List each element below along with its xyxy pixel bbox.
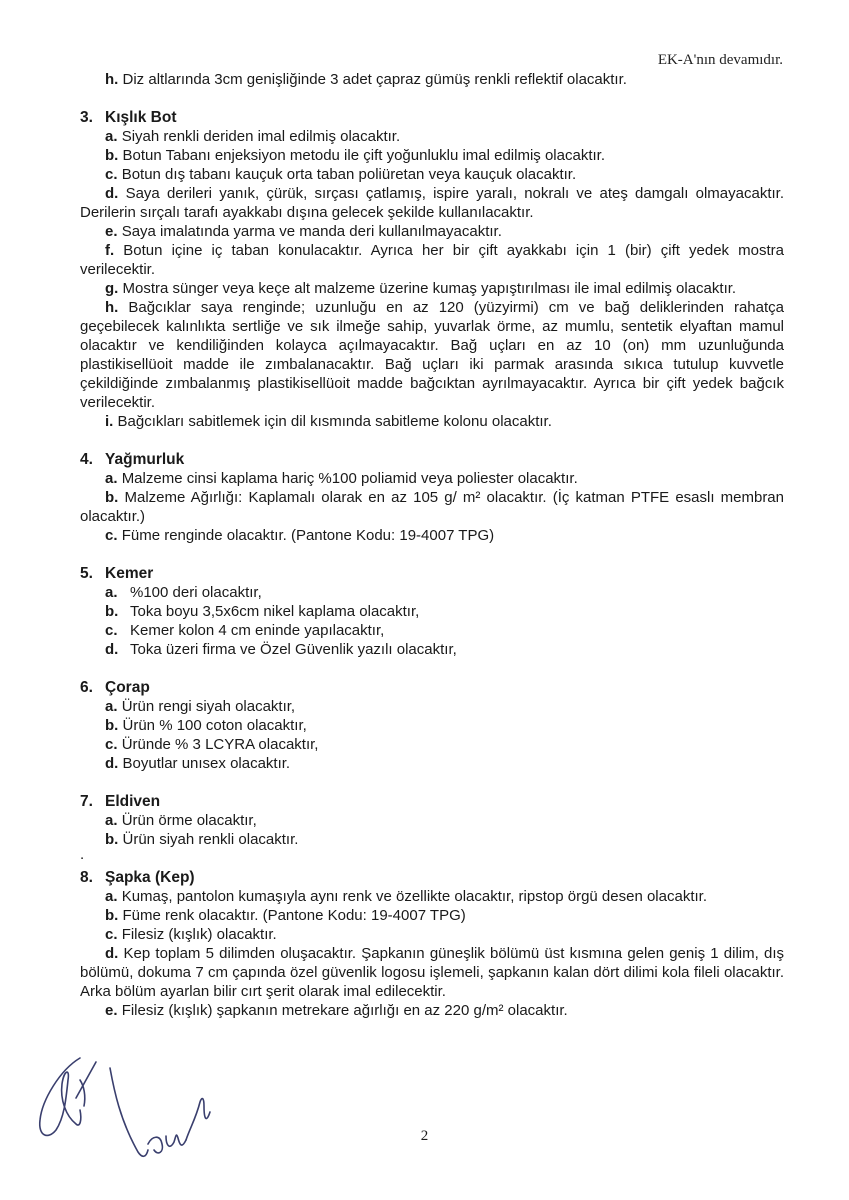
list-item: a. Kumaş, pantolon kumaşıyla aynı renk ve özellikte olacaktır, ripstop örgü desen olacaktır.: [105, 888, 707, 905]
list-item: d. Kep toplam 5 dilimden oluşacaktır. Şapkanın güneşlik bölümü üst kısmına gelen geniş 1 dilim, dış bölümü, dokuma 7 cm çapında özel güvenlik logosu işlemeli, şapkanın kalan dört dilimi kola fileli olacaktır. Arka bölüm ayarlan bilir cırt şerit olarak imal edilecektir.: [80, 945, 784, 1000]
list-item: h. Bağcıklar saya renginde; uzunluğu en az 120 (yüzyirmi) cm ve bağ deliklerinden rahatça geçebilecek kalınlıkta sertliğe ve sık ilmeğe sahip, yuvarlak örme, az mumlu, sentetik elyaftan mamul olacaktır ve kendiliğinden kolayca açılmayacaktır. Bağ uçları en az 10 (on) mm uzunluğunda plastikisellüoit madde ile zımbalanacaktır. Bağ uçları iki parmak arasında sıkıca tutulup kuvvetle çekildiğinde zımbalanmış plastikisellüoit madde bağcıktan ayrılmayacaktır. Ayrıca bir çift yedek bağcık verilecektir.: [80, 299, 784, 411]
list-item: d. Toka üzeri firma ve Özel Güvenlik yazılı olacaktır,: [105, 641, 457, 658]
list-item: c. Üründe % 3 LCYRA olacaktır,: [105, 736, 319, 753]
list-item: a. %100 deri olacaktır,: [105, 584, 262, 601]
section-title: 4. Yağmurluk: [80, 451, 185, 468]
list-item: c. Botun dış tabanı kauçuk orta taban poliüretan veya kauçuk olacaktır.: [105, 166, 577, 183]
annex-continuation-note: EK-A'nın devamıdır.: [657, 52, 783, 68]
list-item: e. Filesiz (kışlık) şapkanın metrekare ağırlığı en az 220 g/m² olacaktır.: [105, 1002, 568, 1019]
list-item: a. Malzeme cinsi kaplama hariç %100 poliamid veya poliester olacaktır.: [105, 470, 578, 487]
list-item: g. Mostra sünger veya keçe alt malzeme üzerine kumaş yapıştırılması ile imal edilmiş olacaktır.: [105, 280, 737, 297]
list-item: c. Filesiz (kışlık) olacaktır.: [105, 926, 277, 943]
list-item: i. Bağcıkları sabitlemek için dil kısmında sabitleme kolonu olacaktır.: [105, 413, 552, 430]
section-yagmurluk: [80, 450, 784, 545]
list-item: b. Malzeme Ağırlığı: Kaplamalı olarak en az 105 g/ m² olacaktır. (İç katman PTFE esaslı membran olacaktır.): [80, 489, 784, 525]
list-item: c. Kemer kolon 4 cm eninde yapılacaktır,: [105, 622, 385, 639]
list-item: b. Füme renk olacaktır. (Pantone Kodu: 19-4007 TPG): [105, 907, 466, 924]
list-item: f. Botun içine iç taban konulacaktır. Ayrıca her bir çift ayakkabı için 1 (bir) çift yedek mostra verilecektir.: [80, 242, 784, 278]
list-item: b. Botun Tabanı enjeksiyon metodu ile çift yoğunluklu imal edilmiş olacaktır.: [105, 147, 605, 164]
list-item: a. Ürün rengi siyah olacaktır,: [105, 698, 296, 715]
list-item: e. Saya imalatında yarma ve manda deri kullanılmayacaktır.: [105, 223, 502, 240]
list-item: b. Toka boyu 3,5x6cm nikel kaplama olacaktır,: [105, 603, 420, 620]
section-sapka: [80, 868, 784, 1020]
page-number: 2: [420, 1128, 429, 1144]
list-item: h. Diz altlarında 3cm genişliğinde 3 adet çapraz gümüş renkli reflektif olacaktır.: [105, 71, 627, 88]
list-item: b. Ürün % 100 coton olacaktır,: [105, 717, 307, 734]
handwritten-signature: [20, 1040, 240, 1180]
section-eldiven: [80, 792, 784, 868]
list-item: b. Ürün siyah renkli olacaktır.: [105, 831, 299, 848]
section-kemer: [80, 564, 784, 659]
section-kislik-bot: [80, 108, 784, 431]
list-item: c. Füme renginde olacaktır. (Pantone Kodu: 19-4007 TPG): [105, 527, 495, 544]
section-corap: [80, 678, 784, 773]
signature-stroke-3: [76, 1062, 96, 1098]
section-title: 6. Çorap: [80, 679, 150, 696]
section-title: 8. Şapka (Kep): [80, 869, 195, 886]
document-body: [80, 70, 784, 1020]
section-title: 3. Kışlık Bot: [80, 109, 177, 126]
list-item: d. Saya derileri yanık, çürük, sırçası çatlamış, ispire yaralı, nokralı ve ateş damgalı olmayacaktır. Derilerin sırçalı tarafı ayakkabı dışına gelecek şekilde kullanılacaktır.: [80, 185, 784, 221]
section-title: 7. Eldiven: [80, 793, 161, 810]
signature-stroke-1: [40, 1058, 81, 1135]
list-item: d. Boyutlar unısex olacaktır.: [105, 755, 291, 772]
section-title: 5. Kemer: [80, 565, 154, 582]
list-item: a. Siyah renkli deriden imal edilmiş olacaktır.: [105, 128, 401, 145]
stray-dot: .: [80, 846, 85, 863]
list-item: a. Ürün örme olacaktır,: [105, 812, 257, 829]
